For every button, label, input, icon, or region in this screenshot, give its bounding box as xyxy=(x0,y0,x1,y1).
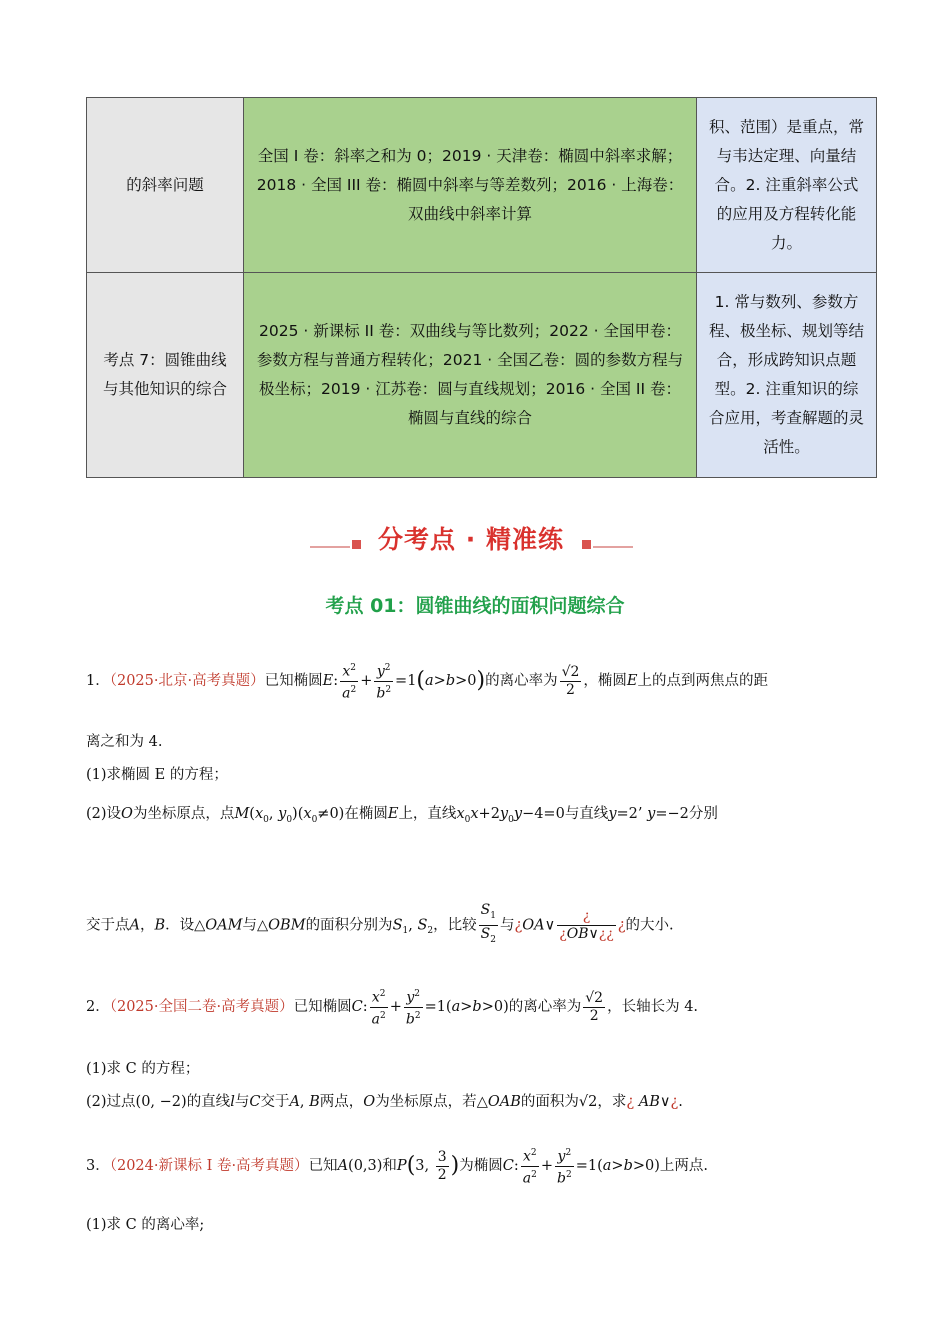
problem-1-stem: 1．（2025·北京·高考真题）已知椭圆E: $\frac{x^2}{a^2}$ + $\frac{y^2}{b^2}$ =1(a>b>0)的离心率为 $\frac{√2}{2}$ ，椭圆E上的点到两焦点的距 xyxy=(86,660,768,702)
problem-2-stem: 2．（2025·全国二卷·高考真题）已知椭圆C: $\frac{x^2}{a^2}$ + $\frac{y^2}{b^2}$ =1(a>b>0)的离心率为 $\frac{√2}{2}$ ，长轴长为 4. xyxy=(86,986,698,1028)
notes-cell: 积、范围）是重点，常与韦达定理、向量结合。2. 注重斜率公式的应用及方程转化能力。 xyxy=(697,98,877,273)
topic-cell: 的斜率问题 xyxy=(87,98,244,273)
section-banner xyxy=(310,520,632,560)
exam-list-cell: 全国 I 卷：斜率之和为 0；2019 · 天津卷：椭圆中斜率求解；2018 · 全国 III 卷：椭圆中斜率与等差数列；2016 · 上海卷：双曲线中斜率计算 xyxy=(244,98,697,273)
problem-2-q1: (1)求 C 的方程； xyxy=(86,1061,200,1077)
problem-3-q1: (1)求 C 的离心率; xyxy=(86,1217,205,1233)
divider xyxy=(310,546,350,548)
table-row xyxy=(87,98,877,273)
exam-table xyxy=(86,97,877,478)
problem-source: （2024·新课标 I 卷·高考真题） xyxy=(109,1158,309,1175)
decor-square xyxy=(352,540,361,549)
problem-1-q2-cont: 交于点A，B．设△OAM与△OBM的面积分别为$S_1$, $S_2$，比较 $\frac{S_1}{S_2}$ 与¿OA∨ $\frac{¿}{¿OB\vee¿¿}$ ¿的大小. xyxy=(86,902,674,945)
divider xyxy=(593,546,633,548)
problem-source: （2025·全国二卷·高考真题） xyxy=(109,999,294,1016)
exam-list-cell: 2025 · 新课标 II 卷：双曲线与等比数列；2022 · 全国甲卷：参数方程与普通方程转化；2021 · 全国乙卷：圆的参数方程与极坐标；2019 · 江苏卷：圆与直线规划；2016 · 全国 II 卷：椭圆与直线的综合 xyxy=(244,273,697,478)
decor-square xyxy=(582,540,591,549)
banner-title: 分考点 · 精准练 xyxy=(378,525,564,554)
problem-3-stem: 3．（2024·新课标 I 卷·高考真题）已知A(0,3)和P(3, $\frac{3}{2}$ )为椭圆C: $\frac{x^2}{a^2}$ + $\frac{y^2}{b^2}$ =1(a>b>0)上两点. xyxy=(86,1145,708,1187)
problem-2-q2: (2)过点(0, −2)的直线l与C交于A, B两点，O为坐标原点，若△OAB的面积为√2，求¿ AB∨¿. xyxy=(86,1094,683,1110)
topic-cell: 考点 7：圆锥曲线与其他知识的综合 xyxy=(87,273,244,478)
problem-1-line: 离之和为 4. xyxy=(86,734,163,750)
problem-1-q2: (2)设O为坐标原点，点$M(x_0$, $y_0)(x_0\ne 0)$在椭圆E上，直线$x_0x+2y_0y-4=0$与直线y=2’ y=−2分别 xyxy=(86,806,718,825)
table-row xyxy=(87,273,877,478)
section-title: 考点 01：圆锥曲线的面积问题综合 xyxy=(325,595,625,617)
problem-source: （2025·北京·高考真题） xyxy=(109,673,265,690)
notes-cell: 1. 常与数列、参数方程、极坐标、规划等结合，形成跨知识点题型。2. 注重知识的综合应用，考查解题的灵活性。 xyxy=(697,273,877,478)
problem-1-q1: (1)求椭圆 E 的方程； xyxy=(86,767,228,783)
